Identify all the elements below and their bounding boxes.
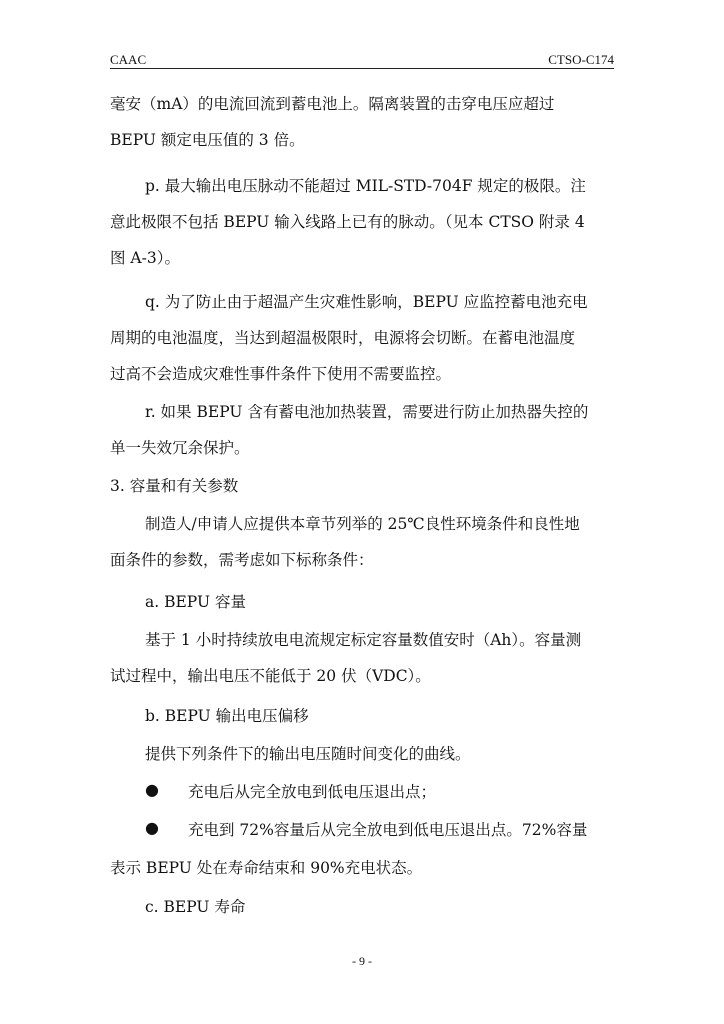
subsection-title: c. BEPU 寿命 [145, 898, 246, 916]
paragraph-line: 单一失效冗余保护。 [110, 439, 250, 457]
paragraph-line: p. 最大输出电压脉动不能超过 MIL-STD-704F 规定的极限。注 [145, 177, 586, 195]
paragraph-line: BEPU 额定电压值的 3 倍。 [110, 131, 305, 149]
paragraph-line: 表示 BEPU 处在寿命结束和 90%充电状态。 [110, 859, 423, 877]
paragraph-line: r. 如果 BEPU 含有蓄电池加热装置，需要进行防止加热器失控的 [145, 403, 589, 421]
header-left: CAAC [110, 52, 147, 67]
paragraph-line: 提供下列条件下的输出电压随时间变化的曲线。 [145, 745, 471, 763]
bullet-icon: ● [145, 780, 159, 799]
paragraph-line: q. 为了防止由于超温产生灾难性影响，BEPU 应监控蓄电池充电 [145, 293, 588, 311]
paragraph-line: 试过程中，输出电压不能低于 20 伏（VDC）。 [110, 667, 431, 685]
header-right: CTSO-C174 [548, 52, 614, 67]
paragraph-line: 过高不会造成灾难性事件条件下使用不需要监控。 [110, 365, 452, 383]
paragraph-line: 意此极限不包括 BEPU 输入线路上已有的脉动。（见本 CTSO 附录 4 [110, 213, 585, 231]
paragraph-line: 制造人/申请人应提供本章节列举的 25℃良性环境条件和良性地 [145, 515, 580, 533]
page-number: - 9 - [352, 954, 372, 968]
paragraph-line: 面条件的参数，需考虑如下标称条件： [110, 551, 374, 569]
paragraph-line: 周期的电池温度，当达到超温极限时，电源将会切断。在蓄电池温度 [110, 329, 576, 347]
section-heading: 3. 容量和有关参数 [110, 477, 239, 495]
paragraph-line: 毫安（mA）的电流回流到蓄电池上。隔离装置的击穿电压应超过 [110, 95, 555, 113]
bullet-icon: ● [145, 818, 159, 837]
header-rule [110, 68, 614, 69]
bullet-text: 充电后从完全放电到低电压退出点； [188, 783, 437, 801]
paragraph-line: 图 A-3）。 [110, 249, 180, 267]
bullet-text: 充电到 72%容量后从完全放电到低电压退出点。72%容量 [188, 821, 588, 839]
subsection-title: b. BEPU 输出电压偏移 [145, 707, 309, 725]
paragraph-line: 基于 1 小时持续放电电流规定标定容量数值安时（Ah）。容量测 [145, 631, 582, 649]
subsection-title: a. BEPU 容量 [145, 593, 246, 611]
